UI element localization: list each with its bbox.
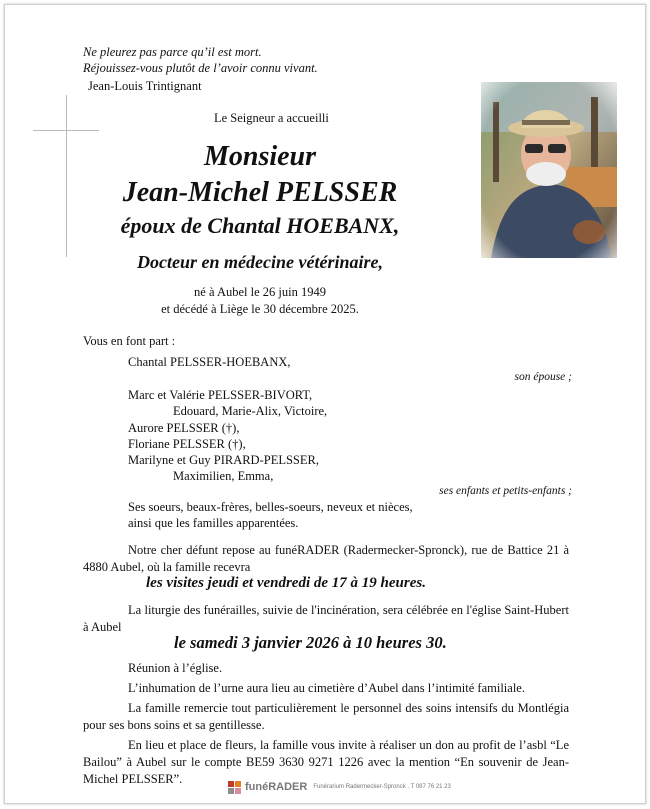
- deceased-profession: Docteur en médecine vétérinaire,: [137, 252, 383, 272]
- spouse-role: son épouse ;: [514, 371, 572, 383]
- family-line-7: Ses soeurs, beaux-frères, belles-soeurs, neveux et nièces,: [128, 500, 413, 514]
- family-line-8: ainsi que les familles apparentées.: [128, 516, 299, 530]
- epigraph-author: Jean-Louis Trintignant: [88, 79, 202, 93]
- intro-text: Le Seigneur a accueilli: [214, 111, 329, 125]
- funerader-logo-icon: [228, 781, 241, 794]
- portrait-photo: [481, 82, 617, 258]
- death-date: et décédé à Liège le 30 décembre 2025.: [161, 302, 359, 316]
- deceased-spouse: époux de Chantal HOEBANX,: [120, 213, 400, 238]
- family-line-2: Edouard, Marie-Alix, Victoire,: [173, 404, 328, 418]
- family-line-3: Aurore PELSSER (†),: [128, 421, 240, 435]
- visits-text: les visites jeudi et vendredi de 17 à 19 heures.: [146, 575, 426, 591]
- deceased-title: Monsieur: [203, 141, 317, 172]
- announce-text: Vous en font part :: [83, 334, 176, 348]
- cross-icon-horizontal: [33, 130, 99, 131]
- flowers-paragraph: En lieu et place de fleurs, la famille vous invite à réaliser un don au profit de l’asbl “Le Bailou” à Aubel sur le compte BE59 3630 9271 1226 avec la mention “En souvenir de Jean-Michel PELSSER”.: [83, 738, 569, 786]
- family-line-1: Marc et Valérie PELSSER-BIVORT,: [128, 388, 313, 402]
- family-spouse: Chantal PELSSER-HOEBANX,: [128, 355, 291, 369]
- family-line-5: Marilyne et Guy PIRARD-PELSSER,: [128, 453, 319, 467]
- family-line-4: Floriane PELSSER (†),: [128, 437, 246, 451]
- epigraph-line-1: Ne pleurez pas parce qu’il est mort.: [83, 45, 262, 59]
- reunion-text: Réunion à l’église.: [128, 661, 223, 675]
- epigraph-line-2: Réjouissez-vous plutôt de l’avoir connu vivant.: [83, 61, 318, 75]
- liturgy-paragraph: La liturgie des funérailles, suivie de l'incinération, sera célébrée en l'église Saint-Hubert à Aubel: [83, 603, 569, 634]
- deceased-name: Jean-Michel PELSSER: [122, 177, 398, 208]
- footer-logo: [228, 777, 451, 797]
- footer-subtitle: Funérarium Radermecker-Spronck . T 087 76 21 23: [313, 784, 451, 790]
- birth-date: né à Aubel le 26 juin 1949: [194, 285, 326, 299]
- ceremony-date: le samedi 3 janvier 2026 à 10 heures 30.: [174, 633, 447, 652]
- birth-death-dates: [0, 284, 520, 318]
- family-line-6: Maximilien, Emma,: [173, 469, 274, 483]
- footer-brand: funéRADER: [245, 781, 308, 793]
- inhumation-text: L’inhumation de l’urne aura lieu au cimetière d’Aubel dans l’intimité familiale.: [128, 681, 525, 695]
- repose-paragraph: Notre cher défunt repose au funéRADER (Radermecker-Spronck), rue de Battice 21 à 4880 Aubel, où la famille recevra: [83, 543, 569, 574]
- children-role: ses enfants et petits-enfants ;: [439, 485, 572, 497]
- thanks-paragraph: La famille remercie tout particulièrement le personnel des soins intensifs du Montlégia pour ses bons soins et sa gentillesse.: [83, 701, 569, 732]
- epigraph: [83, 44, 318, 76]
